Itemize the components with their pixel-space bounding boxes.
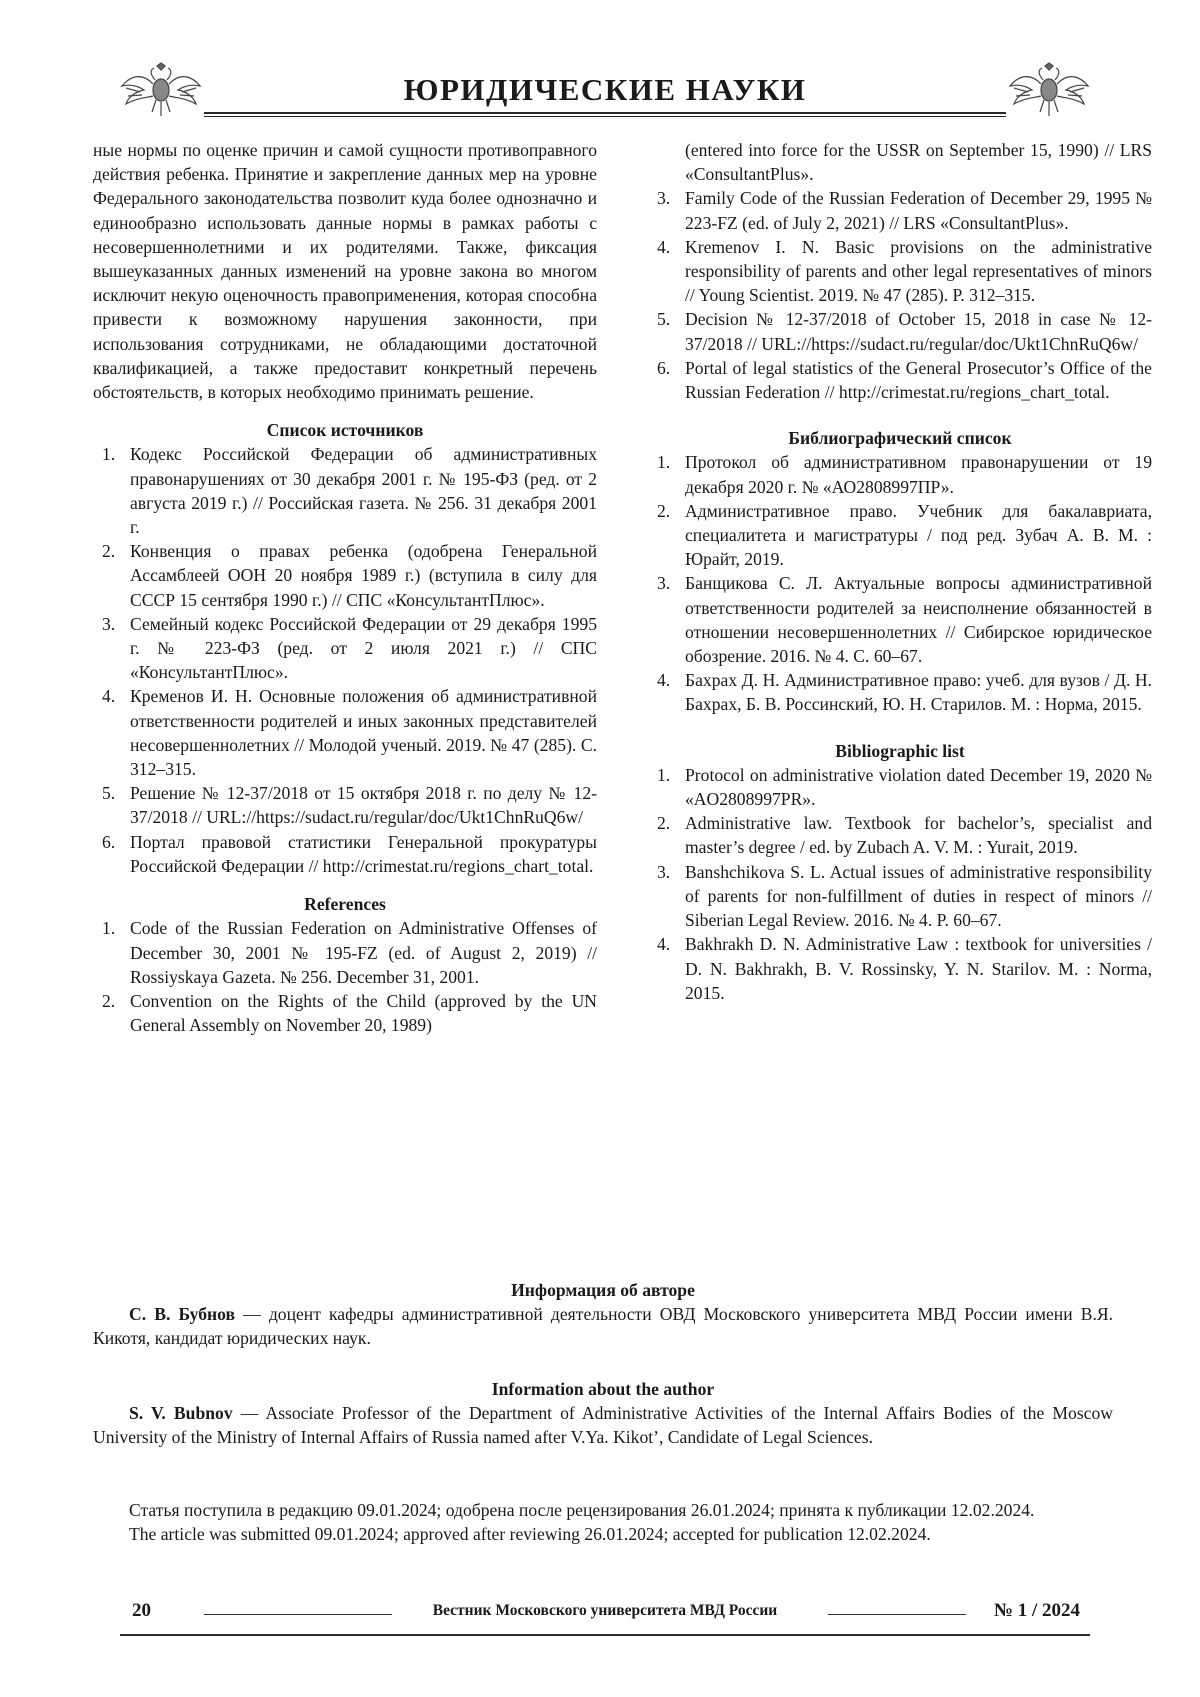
list-item: 2. Administrative law. Textbook for bachelor’s, specialist and master’s degree / ed. by Zubach A. V. M. : Yurait, 2019. (657, 813, 1152, 858)
references-list-continued (648, 186, 1152, 404)
list-item: 2. Convention on the Rights of the Child (approved by the UN General Assembly on November 20, 1989) (102, 990, 597, 1036)
list-item: 4. Kremenov I. N. Basic provisions on the administrative responsibility of parents and other legal representatives of minors // Young Scientist. 2019. № 47 (285). P. 312–315. (657, 236, 1152, 306)
page-number: 20 (132, 1600, 151, 1621)
list-item: 3. Семейный кодекс Российской Федерации от 29 декабря 1995 г. № 223-ФЗ (ред. от 2 июля 2021 г.) // СПС «КонсультантПлюс». (102, 613, 597, 683)
list-item: 5. Decision № 12-37/2018 of October 15, 2018 in case № 12-37/2018 // URL://https://sudact.ru/regular/doc/Ukt1ChnRuQ6w/ (657, 309, 1152, 354)
article-dates (93, 1498, 1113, 1546)
left-column (93, 138, 597, 1037)
sources-list (93, 442, 597, 878)
list-item: 2. Конвенция о правах ребенка (одобрена Генеральной Ассамблеей ООН 20 ноября 1989 г.) (вступила в силу для СССР 15 сентября 1990 г.) // СПС «КонсультантПлюс». (102, 541, 597, 610)
biblio-en-title: Bibliographic list (835, 740, 965, 761)
double-headed-eagle-icon (1008, 62, 1090, 118)
author-name: С. В. Бубнов (129, 1304, 236, 1325)
author-info-ru (93, 1278, 1113, 1351)
header-rule (204, 112, 1006, 114)
list-item: 3. Банщикова С. Л. Актуальные вопросы административной ответственности родителей за неисполнение обязанностей в отношении несовершеннолетних // Сибирское юридическое обозрение. 2016. № 4. С. 60–67. (657, 573, 1152, 667)
biblio-en-list (648, 763, 1152, 1005)
references-title: References (304, 894, 386, 915)
right-column (648, 138, 1152, 1005)
list-item: 1. Кодекс Российской Федерации об административных правонарушениях от 30 декабря 2001 г. № 195-ФЗ (ред. от 2 августа 2019 г.) // Российская газета. № 256. 31 декабря 2001 г. (102, 444, 597, 538)
list-item: 1. Протокол об административном правонарушении от 19 декабря 2020 г. № «АО2808997ПР». (657, 452, 1152, 497)
list-item: 3. Banshchikova S. L. Actual issues of administrative responsibility of parents for non-fulfillment of duties in respect of minors // Siberian Legal Review. 2016. № 4. P. 60–67. (657, 861, 1152, 931)
list-item: 6. Портал правовой статистики Генеральной прокуратуры Российской Федерации // http://crimestat.ru/regions_chart_total. (102, 831, 597, 876)
dates-en: The article was submitted 09.01.2024; approved after reviewing 26.01.2024; accepted for publication 12.02.2024. (129, 1524, 931, 1545)
issue-number: № 1 / 2024 (993, 1600, 1080, 1621)
page-header (120, 62, 1090, 122)
list-item: 4. Bakhrakh D. N. Administrative Law : textbook for universities / D. N. Bakhrakh, B. V. Rossinsky, Y. N. Starilov. M. : Norma, 2015. (657, 934, 1152, 1003)
page-footer (120, 1600, 1090, 1640)
list-item: 4. Бахрах Д. Н. Административное право: учеб. для вузов / Д. Н. Бахрах, Б. В. Россинский, Ю. Н. Старилов. М. : Норма, 2015. (657, 670, 1152, 715)
reference-continuation: (entered into force for the USSR on September 15, 1990) // LRS «ConsultantPlus». (685, 140, 1152, 185)
references-list (93, 916, 597, 1037)
list-item: 1. Protocol on administrative violation dated December 19, 2020 № «AO2808997PR». (657, 764, 1152, 810)
list-item: 2. Административное право. Учебник для бакалавриата, специалитета и магистратуры / под ред. Зубач А. В. М. : Юрайт, 2019. (657, 500, 1152, 570)
list-item: 6. Portal of legal statistics of the General Prosecutor’s Office of the Russian Federation // http://crimestat.ru/regions_chart_total. (657, 357, 1152, 403)
section-heading: ЮРИДИЧЕСКИЕ НАУКИ (403, 72, 807, 107)
list-item: 4. Кременов И. Н. Основные положения об административной ответственности родителей и иных законных представителей несовершеннолетних // Молодой ученый. 2019. № 47 (285). С. 312–315. (102, 686, 597, 780)
author-description: — доцент кафедры административной деятельности ОВД Московского университета МВД России имени В.Я. Кикотя, кандидат юридических наук. (93, 1304, 1113, 1349)
list-item: 3. Family Code of the Russian Federation of December 29, 1995 № 223-FZ (ed. of July 2, 2021) // LRS «ConsultantPlus». (657, 188, 1152, 233)
list-item: 1. Code of the Russian Federation on Administrative Offenses of December 30, 2001 № 195-FZ (ed. of August 2, 2019) // Rossiyskaya Gazeta. № 256. December 31, 2001. (102, 918, 597, 987)
author-info-en (93, 1377, 1113, 1450)
author-info-title: Информация об авторе (511, 1280, 695, 1300)
header-rule-thin (204, 116, 1006, 117)
dates-ru: Статья поступила в редакцию 09.01.2024; одобрена после рецензирования 26.01.2024; принята к публикации 12.02.2024. (129, 1500, 1035, 1520)
author-name: S. V. Bubnov (129, 1403, 233, 1424)
author-info-text (93, 1401, 1113, 1449)
sources-title: Список источников (266, 420, 424, 441)
biblio-ru-title: Библиографический список (788, 428, 1012, 449)
footer-line (828, 1614, 966, 1615)
list-item: 5. Решение № 12-37/2018 от 15 октября 2018 г. по делу № 12-37/2018 // URL://https://sudact.ru/regular/doc/Ukt1ChnRuQ6w/ (102, 783, 597, 828)
biblio-ru-list (648, 450, 1152, 716)
footer-rule (120, 1634, 1090, 1636)
body-paragraph: ные нормы по оценке причин и самой сущности противоправного действия ребенка. Принятие и закрепление данных мер на уровне Федерального законодательства позволит куда более однозначно и единообразно использовать данные нормы в рамках работы с несовершеннолетними и их родителями. Также, фиксация вышеуказанных данных изменений на уровне закона во многом исключит некую оценочность правоприменения, которая способна привести к возможному нарушения законности, при использования сотрудниками, не обладающими достаточной квалификацией, а также предоставит конкретный перечень обстоятельств, в которых необходимо принимать решение. (93, 140, 597, 403)
author-info-text (93, 1302, 1113, 1350)
journal-title: Вестник Московского университета МВД России (432, 1602, 778, 1619)
author-info-title: Information about the author (491, 1379, 715, 1399)
author-description: — Associate Professor of the Department of Administrative Activities of the Internal Affairs Bodies of the Moscow University of the Ministry of Internal Affairs of Russia named after V.Ya. Kikot’, Candidate of Legal Sciences. (93, 1403, 1113, 1448)
